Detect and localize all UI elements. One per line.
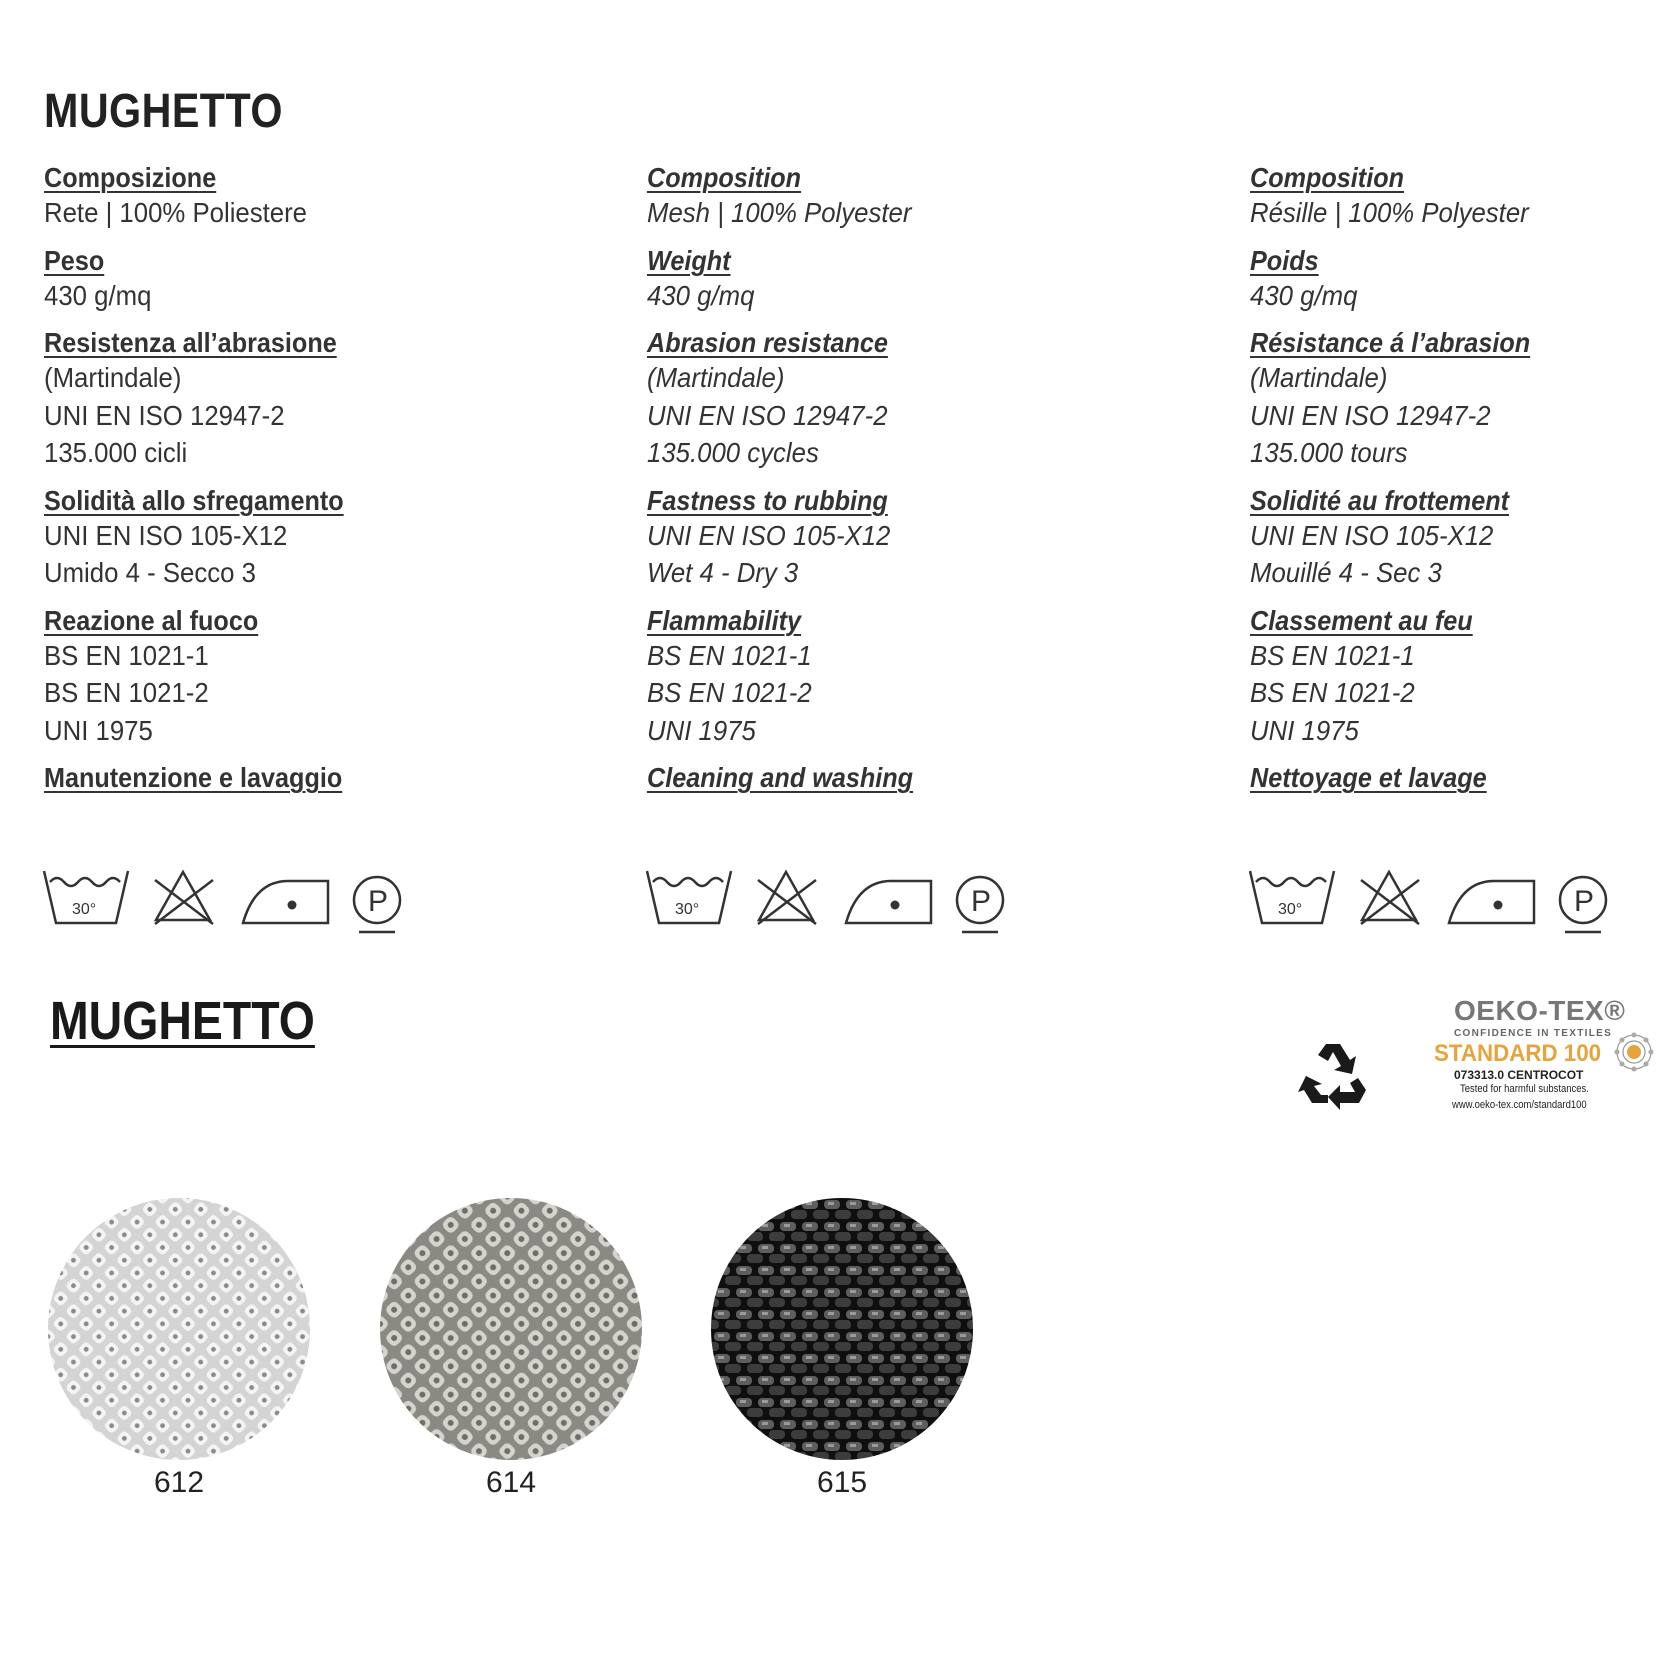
dry-clean-label: P	[971, 885, 992, 918]
spec-label: Composition	[647, 162, 801, 193]
spec-label: Composizione	[44, 162, 217, 193]
spec-label: Fastness to rubbing	[647, 484, 888, 516]
care-symbols-svg	[646, 868, 1036, 938]
spec-value: Mesh | 100% Polyester	[647, 197, 912, 228]
care-symbols-svg	[1249, 868, 1639, 938]
spec-value: 135.000 cycles	[647, 437, 819, 468]
swatch-code: 614	[485, 1466, 537, 1499]
oeko-tex-brand: OEKO-TEX®	[1454, 995, 1626, 1026]
spec-value: 135.000 tours	[1250, 437, 1408, 468]
spec-section	[647, 245, 1207, 315]
spec-value: 430 g/mq	[1250, 279, 1358, 311]
swatch-614[interactable]	[380, 1198, 642, 1500]
no-bleach-icon	[758, 872, 816, 924]
wash-temp-label: 30°	[1278, 901, 1303, 918]
spec-value: UNI EN ISO 12947-2	[647, 399, 888, 431]
spec-section	[1250, 162, 1663, 232]
spec-label: Nettoyage et lavage	[1250, 762, 1487, 793]
spec-section	[1250, 245, 1663, 315]
spec-label: Peso	[44, 244, 105, 276]
spec-section	[44, 485, 604, 592]
swatch-615[interactable]	[711, 1198, 973, 1500]
spec-value: BS EN 1021-1	[647, 639, 812, 671]
spec-label: Solidità allo sfregamento	[44, 484, 344, 516]
spec-label: Manutenzione e lavaggio	[44, 762, 343, 793]
spec-value: BS EN 1021-1	[1250, 639, 1415, 671]
recycle-icon	[1298, 1040, 1368, 1115]
spec-value: UNI EN ISO 105-X12	[1250, 519, 1494, 551]
dry-clean-p-icon	[957, 877, 1003, 932]
spec-value: Wet 4 - Dry 3	[647, 557, 799, 588]
spec-label: Classement au feu	[1250, 604, 1473, 636]
spec-value: Résille | 100% Polyester	[1250, 197, 1529, 228]
spec-value: 135.000 cicli	[44, 437, 188, 468]
spec-value: Rete | 100% Poliestere	[44, 197, 308, 228]
iron-low-icon	[846, 881, 931, 923]
spec-value: UNI EN ISO 12947-2	[44, 399, 285, 431]
spec-value: (Martindale)	[647, 362, 785, 393]
oeko-tex-url: www.oeko-tex.com/standard100	[1452, 1099, 1587, 1111]
oeko-tex-sun-icon	[1613, 1031, 1655, 1078]
spec-label: Abrasion resistance	[647, 327, 888, 358]
spec-section	[44, 162, 604, 232]
wash-temp-label: 30°	[675, 901, 700, 918]
iron-low-icon	[1449, 881, 1534, 923]
wash-30-icon	[44, 871, 128, 923]
dry-clean-p-icon	[1560, 877, 1606, 932]
spec-column-italian	[44, 162, 604, 807]
spec-label: Resistenza all’abrasione	[44, 327, 337, 358]
swatch-disc	[48, 1198, 310, 1460]
swatch-disc	[711, 1198, 973, 1460]
care-symbols-svg	[43, 868, 433, 938]
dry-clean-label: P	[1574, 885, 1595, 918]
spec-value: UNI 1975	[647, 714, 756, 746]
spec-value: UNI 1975	[1250, 714, 1359, 746]
spec-label: Cleaning and washing	[647, 762, 914, 793]
spec-section	[44, 762, 604, 794]
collection-title: MUGHETTO	[50, 991, 315, 1051]
spec-section	[1250, 762, 1663, 794]
oeko-tex-tagline: CONFIDENCE IN TEXTILES	[1454, 1028, 1613, 1039]
no-bleach-icon	[155, 872, 213, 924]
spec-label: Reazione al fuoco	[44, 604, 259, 636]
spec-value: BS EN 1021-1	[44, 639, 209, 671]
spec-value: Umido 4 - Secco 3	[44, 557, 256, 588]
spec-section	[1250, 605, 1663, 750]
wash-temp-label: 30°	[72, 901, 97, 918]
spec-column-english	[647, 162, 1207, 807]
iron-low-icon	[243, 881, 328, 923]
spec-value: (Martindale)	[1250, 362, 1388, 393]
spec-section	[44, 605, 604, 750]
dry-clean-label: P	[368, 885, 389, 918]
spec-value: UNI EN ISO 12947-2	[1250, 399, 1491, 431]
spec-value: Mouillé 4 - Sec 3	[1250, 557, 1442, 588]
spec-value: UNI EN ISO 105-X12	[44, 519, 288, 551]
spec-value: 430 g/mq	[647, 279, 755, 311]
care-symbols-row	[43, 868, 433, 938]
spec-value: UNI 1975	[44, 714, 153, 746]
spec-value: UNI EN ISO 105-X12	[647, 519, 891, 551]
spec-section	[647, 327, 1207, 472]
oeko-tex-badge	[1420, 995, 1660, 1115]
care-symbols-row	[646, 868, 1036, 938]
spec-value: BS EN 1021-2	[1250, 677, 1415, 708]
swatch-code: 615	[816, 1466, 868, 1499]
spec-label: Composition	[1250, 162, 1404, 193]
spec-section	[647, 485, 1207, 592]
swatch-code: 612	[153, 1466, 205, 1499]
care-symbols-row	[1249, 868, 1639, 938]
spec-section	[44, 327, 604, 472]
spec-section	[44, 245, 604, 315]
wash-30-icon	[1250, 871, 1334, 923]
spec-value: 430 g/mq	[44, 279, 152, 311]
spec-label: Flammability	[647, 604, 802, 636]
spec-label: Weight	[647, 244, 731, 276]
spec-section	[1250, 327, 1663, 472]
spec-value: BS EN 1021-2	[44, 677, 209, 708]
oeko-tex-cert-number: 073313.0 CENTROCOT	[1454, 1068, 1584, 1082]
spec-label: Solidité au frottement	[1250, 484, 1510, 516]
wash-30-icon	[647, 871, 731, 923]
spec-section	[1250, 485, 1663, 592]
spec-section	[647, 762, 1207, 794]
spec-label: Résistance á l’abrasion	[1250, 327, 1531, 358]
no-bleach-icon	[1361, 872, 1419, 924]
spec-column-french	[1250, 162, 1663, 807]
dry-clean-p-icon	[354, 877, 400, 932]
spec-value: (Martindale)	[44, 362, 182, 393]
oeko-tex-tested: Tested for harmful substances.	[1460, 1083, 1589, 1095]
spec-value: BS EN 1021-2	[647, 677, 812, 708]
product-title: MUGHETTO	[44, 85, 283, 138]
oeko-tex-standard: STANDARD 100	[1434, 1040, 1602, 1067]
swatch-612[interactable]	[48, 1198, 310, 1500]
swatch-disc	[380, 1198, 642, 1460]
spec-label: Poids	[1250, 244, 1319, 276]
spec-section	[647, 605, 1207, 750]
spec-section	[647, 162, 1207, 232]
